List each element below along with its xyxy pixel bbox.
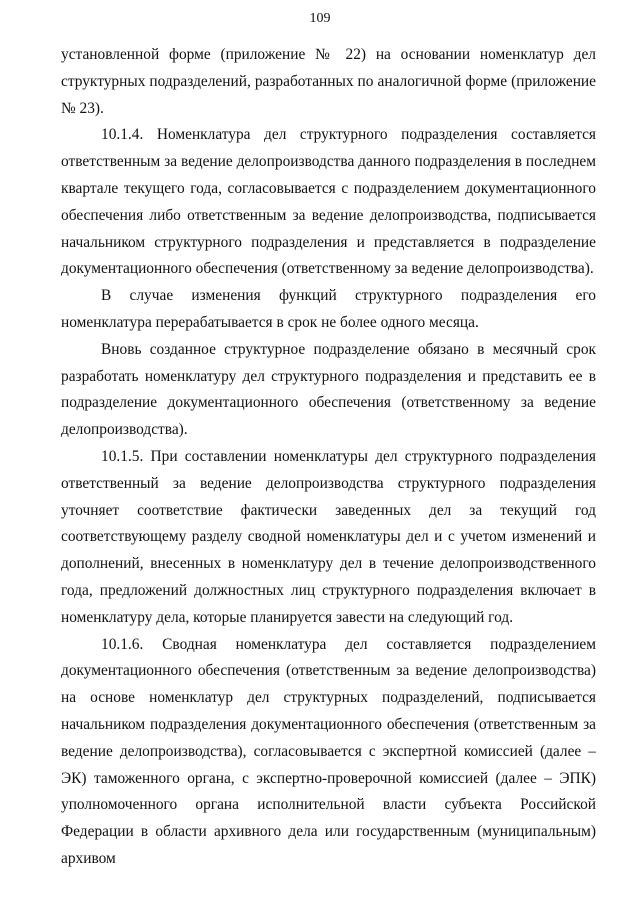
document-body [61, 42, 596, 873]
page-number: 109 [309, 11, 331, 26]
paragraph-new-subdivision: Вновь созданное структурное подразделение обязано в месячный срок разработать номенклатуру дел структурного подразделения и представить ее в подразделение документационного обеспечения (ответственному за ведение делопроизводства). [61, 340, 596, 439]
paragraph-10-1-4: 10.1.4. Номенклатура дел структурного подразделения составляется ответственным за ведение делопроизводства данного подразделения в последнем квартале текущего года, согласовывается с подразделением документационного обеспечения либо ответственным за ведение делопроизводства, подписывается начальником структурного подразделения и представляется в подразделение документационного обеспечения (ответственному за ведение делопроизводства). [61, 126, 596, 278]
paragraph-10-1-5: 10.1.5. При составлении номенклатуры дел структурного подразделения ответственный за ведение делопроизводства структурного подразделения уточняет соответствие фактически заведенных дел за текущий год соответствующему разделу сводной номенклатуры дел и с учетом изменений и дополнений, внесенных в номенклатуру дел в течение делопроизводственного года, предложений должностных лиц структурного подразделения включает в номенклатуру дела, которые планируется завести на следующий год. [61, 447, 596, 626]
paragraph-10-1-6: 10.1.6. Сводная номенклатура дел составляется подразделением документационного обеспечения (ответственным за ведение делопроизводства) на основе номенклатур дел структурных подразделений, подписывается начальником подразделения документационного обеспечения (ответственным за ведение делопроизводства), согласовывается с экспертной комиссией (далее – ЭК) таможенного органа, с экспертно-проверочной комиссией (далее – ЭПК) уполномоченного органа исполнительной власти субъекта Российской Федерации в области архивного дела или государственным (муниципальным) архивом [61, 635, 596, 867]
paragraph-function-change: В случае изменения функций структурного подразделения его номенклатура перерабатывается в срок не более одного месяца. [61, 287, 596, 331]
paragraph-continuation: установленной форме (приложение № 22) на основании номенклатур дел структурных подразделений, разработанных по аналогичной форме (приложение № 23). [61, 46, 596, 117]
